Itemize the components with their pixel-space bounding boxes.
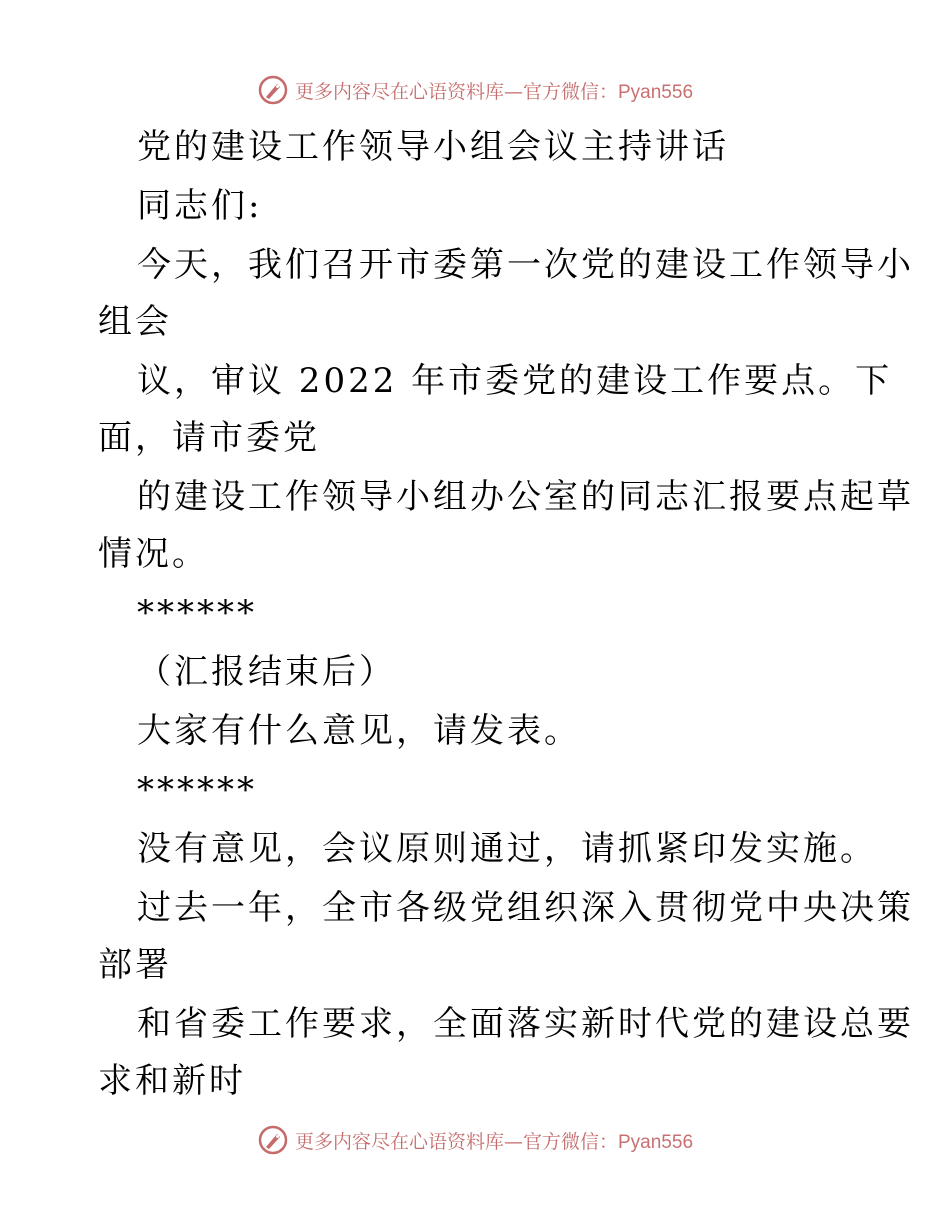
watermark-text: 更多内容尽在心语资料库—官方微信：Pyan556	[294, 80, 694, 103]
watermark-wechat-id: Pyan556	[618, 1131, 694, 1153]
separator-asterisks: ******	[137, 593, 257, 633]
paragraph-line: 求和新时	[98, 1061, 246, 1101]
paragraph-line: 面，请市委党	[98, 418, 320, 458]
paragraph-line: 今天，我们召开市委第一次党的建设工作领导小	[137, 245, 914, 285]
paragraph-line: 过去一年，全市各级党组织深入贯彻党中央决策	[137, 888, 914, 928]
paragraph-line: 大家有什么意见，请发表。	[137, 711, 581, 751]
salutation: 同志们:	[137, 186, 263, 226]
stage-direction: （汇报结束后）	[137, 652, 396, 692]
paragraph-line: 议，审议 2022 年市委党的建设工作要点。下	[137, 361, 893, 401]
paragraph-line: 的建设工作领导小组办公室的同志汇报要点起草	[137, 477, 914, 517]
paragraph-line: 没有意见，会议原则通过，请抓紧印发实施。	[137, 829, 877, 869]
pen-nib-logo-icon	[257, 1124, 289, 1156]
paragraph-line: 情况。	[98, 534, 209, 574]
footer-watermark-banner	[0, 1120, 950, 1160]
document-title: 党的建设工作领导小组会议主持讲话	[137, 127, 729, 167]
paragraph-line: 部署	[98, 945, 172, 985]
watermark-wechat-id: Pyan556	[618, 81, 694, 103]
watermark-text: 更多内容尽在心语资料库—官方微信：Pyan556	[294, 1130, 694, 1153]
paragraph-line: 组会	[98, 302, 172, 342]
paragraph-line: 和省委工作要求，全面落实新时代党的建设总要	[137, 1004, 914, 1044]
separator-asterisks: ******	[137, 770, 257, 810]
